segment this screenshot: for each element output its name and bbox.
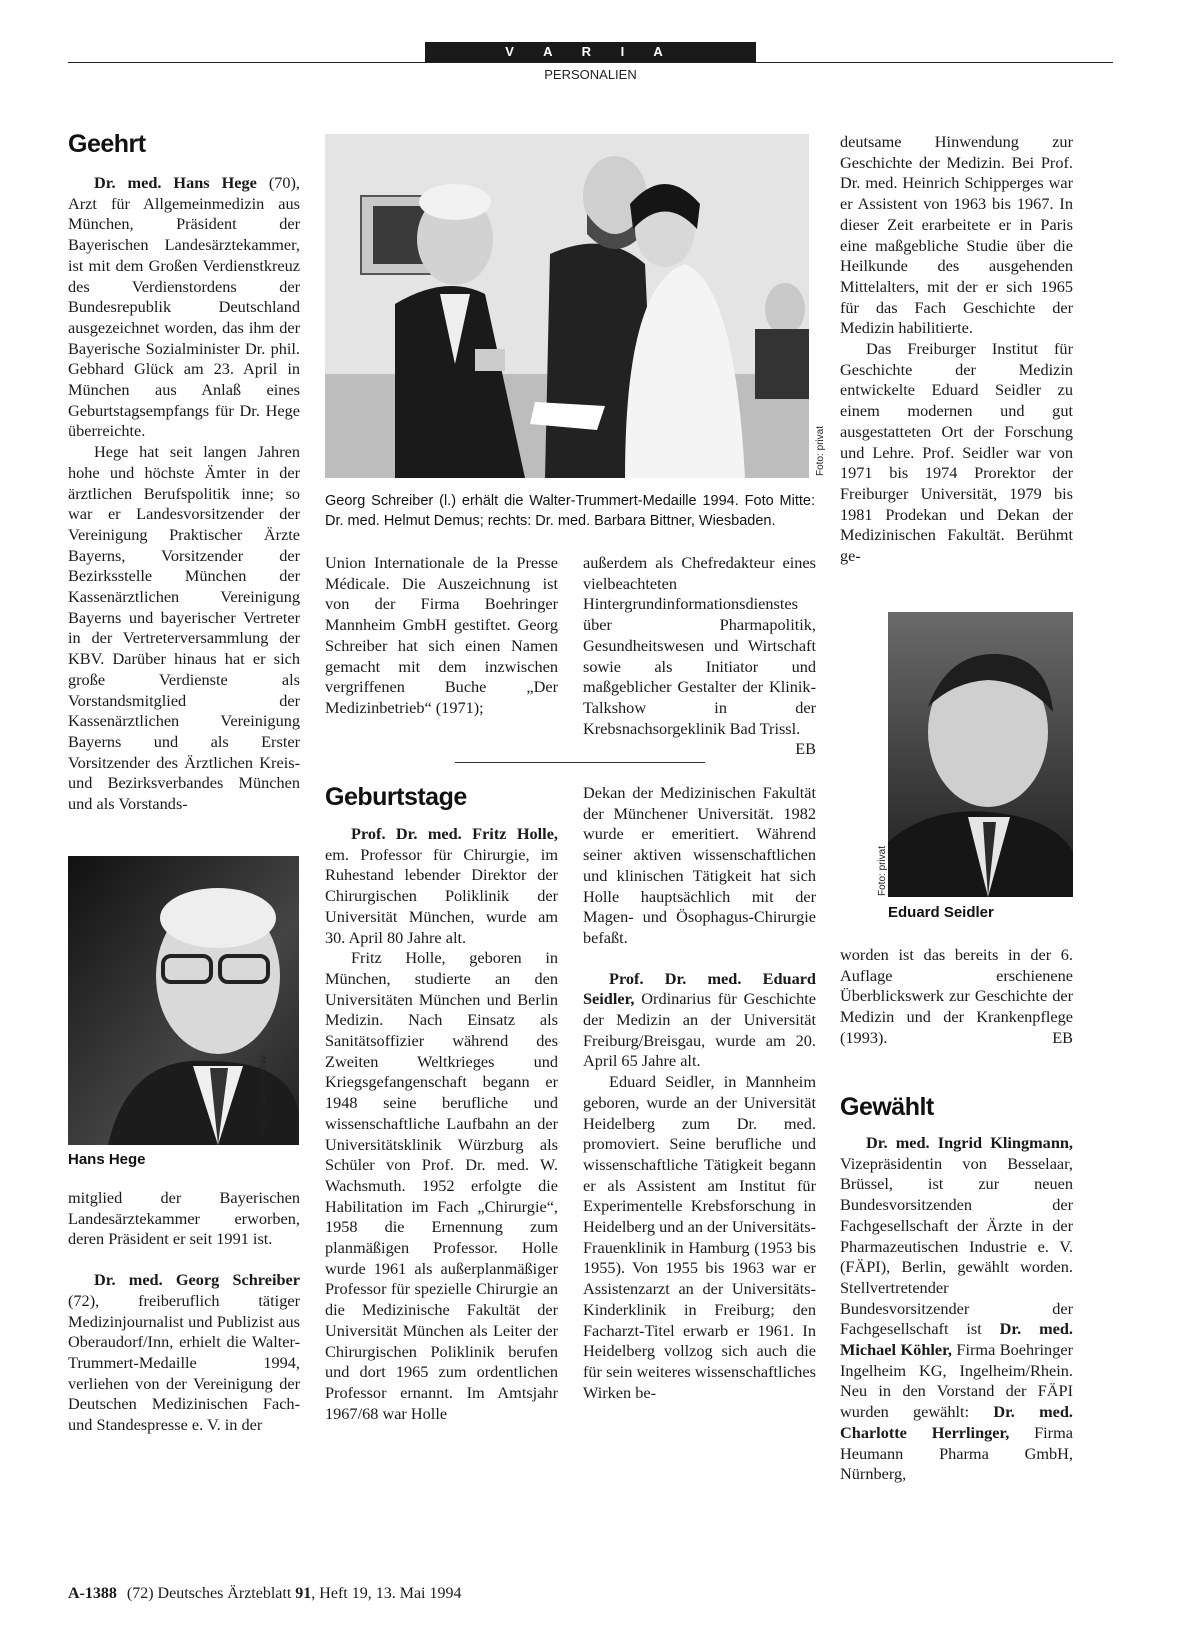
caption-ceremony: Georg Schreiber (l.) erhält die Walter-Trummert-Medaille 1994. Foto Mitte: Dr. med. Helmut Demus; rechts: Dr. med. Barbara Bittner, Wiesbaden. xyxy=(325,493,815,529)
photo-eduard-seidler xyxy=(888,612,1073,897)
section-title: PERSONALIEN xyxy=(544,67,637,82)
text-herrlinger: Firma Heumann Pharma GmbH, Nürnberg, xyxy=(840,1422,1073,1484)
text-seidler-end: worden ist das bereits in der 6. Auflage erschienene Überblickswerk zur Geschichte der Medizin und der Krankenpflege (1993). xyxy=(840,945,1073,1047)
text-holle-intro: em. Professor für Chirurgie, im Ruhestand lebender Direktor der Chirurgischen Poliklinik der Universität München, wurde am 30. April 80 Jahre alt. xyxy=(325,844,558,947)
text-hege-career: Hege hat seit langen Jahren hohe und höchste Ämter in der ärztlichen Berufspolitik inne; so war er Landesvorsitzender der Vereinigung Praktischer Ärzte Bayerns, Vorsitzender der Bezirksstelle München der Kassenärztlichen Vereinigung Bayerns und bayerischer Vertreter in der Vertreterversammlung der KBV. Darüber hinaus hat er sich große Verdienste als Vorstandsmitglied der Kassenärztlichen Vereinigung Bayerns und als Erster Vorsitzender des Ärztlichen Kreis- und Bezirksverbandes München und als Vorstands- xyxy=(68,442,300,814)
page-footer xyxy=(68,1585,461,1603)
header-rule xyxy=(68,62,1113,63)
issue-text-a: (72) Deutsches Ärzteblatt xyxy=(126,1585,296,1602)
text-hege-end: mitglied der Bayerischen Landesärztekammer erworben, deren Präsident er seit 1991 ist. xyxy=(68,1188,300,1249)
col4-upper-text xyxy=(840,132,1073,567)
heading-geburtstage: Geburtstage xyxy=(325,783,467,811)
issue-text-b: , Heft 19, 13. Mai 1994 xyxy=(311,1585,462,1602)
text-seidler-freiburg: Das Freiburger Institut für Geschichte der Medizin entwickelte Eduard Seidler zu einem modernen und gut ausgestatteten Ort der Forschung und Lehre. Prof. Seidler war von 1971 bis 1974 Prorektor der Freiburger Universität, 1979 bis 1981 Prodekan und Dekan der Medizinischen Fakultät. Berühmt ge- xyxy=(840,339,1073,566)
page-number: A-1388 xyxy=(68,1585,117,1602)
heading-gewaehlt: Gewählt xyxy=(840,1093,934,1121)
text-schreiber-intro: (72), freiberuflich tätiger Medizinjournalist und Publizist aus Oberaudorf/Inn, erhielt die Walter-Trummert-Medaille 1994, verliehen von der Vereinigung der Deutschen Medizinischen Fach- und Standespresse e. V. in der xyxy=(68,1290,300,1435)
sign-eb-1: EB xyxy=(795,739,816,759)
text-koehler: Firma Boehringer Ingelheim KG, Ingelheim/Rhein. Neu in den Vorstand der FÄPI wurden gewählt: xyxy=(840,1340,1073,1422)
ceremony-image xyxy=(325,134,809,478)
heading-geehrt: Geehrt xyxy=(68,130,146,158)
col3-lower-text xyxy=(583,783,816,1403)
name-michael-koehler: Dr. med. Michael Köhler, xyxy=(840,1319,1073,1360)
photo-credit-hege: Foto: privat/Archiv xyxy=(258,1055,269,1136)
portrait-eduard-seidler xyxy=(888,612,1073,897)
name-hans-hege: Dr. med. Hans Hege xyxy=(94,173,257,192)
text-seidler-intro: Ordinarius für Geschichte der Medizin an der Universität Freiburg/Breisgau, wurde am 20. April 65 Jahre alt. xyxy=(583,989,816,1071)
name-eduard-seidler: Prof. Dr. med. Eduard Seidler, xyxy=(583,968,816,1009)
col1-lower-text xyxy=(68,1188,300,1436)
text-hege-intro: (70), Arzt für Allgemeinmedizin aus München, Präsident der Bayerischen Landesärztekammer, ist mit dem Großen Verdienstkreuz des Verdienstordens der Bundesrepublik Deutschland ausgezeichnet worden, das ihm der Bayerische Sozialminister Dr. phil. Gebhard Glück am 23. April in München aus Anlaß eines Geburtstagsempfangs für Dr. Hege überreichte. xyxy=(68,173,301,441)
volume-number: 91 xyxy=(295,1585,312,1602)
section-kicker: V A R I A xyxy=(425,42,756,62)
photo-credit-seidler: Foto: privat xyxy=(877,845,888,896)
text-klingmann: Vizepräsidentin von Besselaar, Brüssel, ist zur neuen Bundesvorsitzenden der Fachgesellschaft der Ärzte in der Pharmazeutischen Industrie e. V. (FÄPI), Berlin, gewählt worden. Stellvertretender Bundesvorsitzender der Fachgesellschaft ist xyxy=(840,1153,1073,1339)
col2-upper-text xyxy=(325,553,558,719)
col2-lower-text xyxy=(325,824,558,1424)
text-holle-career: Fritz Holle, geboren in München, studierte an den Universitäten München und Berlin Medizin. Nach Einsatz als Sanitätsoffizier während des Zweiten Weltkrieges und Kriegsgefangenschaft begann er 1948 seine berufliche und wissenschaftliche Laufbahn an der Universitätsklinik Würzburg als Schüler von Prof. Dr. med. W. Wachsmuth. 1952 erfolgte die Habilitation im Fach „Chirurgie“, 1958 die Ernennung zum planmäßigen Professor. Holle wurde 1961 als außerplanmäßiger Professor für spezielle Chirurgie an die Medizinische Fakultät der Universität München als Leiter der Chirurgischen Poliklinik berufen und dort 1965 zum ordentlichen Professor ernannt. Im Amtsjahr 1967/68 war Holle xyxy=(325,948,558,1423)
sign-eb-2: EB xyxy=(1052,1027,1073,1047)
photo-award-ceremony xyxy=(325,134,809,478)
text-seidler-career: Eduard Seidler, in Mannheim geboren, wurde an der Universität Heidelberg zum Dr. med. promoviert. Seine berufliche und wissenschaftliche Tätigkeit begann er als Assistent am Institut für Experimentelle Krebsforschung in Heidelberg und an der Universitäts-Frauenklinik in Hamburg (1953 bis 1955). Von 1955 bis 1963 war er Assistenzarzt an der Universitäts-Kinderklinik in Freiburg; den Facharzt-Titel erwarb er 1961. In Heidelberg vollzog sich auch die für sein weiteres wissenschaftliches Wirken be- xyxy=(583,1072,816,1402)
text-seidler-continued: deutsame Hinwendung zur Geschichte der Medizin. Bei Prof. Dr. med. Heinrich Schipperges war er Assistent von 1963 bis 1967. In dieser Zeit erarbeitete er in Paris eine maßgebliche Studie über die Heilkunde des ausgehenden Mittelalters, mit der er sich 1965 für das Fach Geschichte der Medizin habilitierte. xyxy=(840,132,1073,338)
caption-hans-hege: Hans Hege xyxy=(68,1151,146,1168)
divider-rule xyxy=(455,762,705,763)
name-charlotte-herrlinger: Dr. med. Charlotte Herrlinger, xyxy=(840,1402,1073,1442)
text-schreiber-continued: Union Internationale de la Presse Médicale. Die Auszeichnung ist von der Firma Boehringer Mannheim GmbH gestiftet. Georg Schreiber hat sich einen Namen gemacht mit dem inzwischen vergriffenen Buche „Der Medizinbetrieb“ (1971); xyxy=(325,553,558,717)
col3-upper-text xyxy=(583,553,816,760)
col4-middle-text xyxy=(840,945,1073,1049)
caption-eduard-seidler: Eduard Seidler xyxy=(888,904,994,921)
text-schreiber-end: außerdem als Chefredakteur eines vielbeachteten Hintergrundinformationsdienstes über Pharmapolitik, Gesundheitswesen und Wirtschaft sowie als Initiator und maßgeblicher Gestalter der Klinik-Talkshow in der Krebsnachsorgeklinik Bad Trissl. xyxy=(583,553,816,738)
name-ingrid-klingmann: Dr. med. Ingrid Klingmann, xyxy=(866,1133,1073,1152)
photo-credit-ceremony: Foto: privat xyxy=(815,425,826,476)
col1-upper-text xyxy=(68,173,300,815)
text-holle-end: Dekan der Medizinischen Fakultät der Münchener Universität. 1982 wurde er emeritiert. Während seiner aktiven wissenschaftlichen und klinischen Tätigkeit hat sich Holle hauptsächlich mit der Magen- und Ösophagus-Chirurgie befaßt. xyxy=(583,783,816,947)
name-fritz-holle: Prof. Dr. med. Fritz Holle, xyxy=(351,824,558,843)
col4-lower-text xyxy=(840,1133,1073,1485)
name-georg-schreiber: Dr. med. Georg Schreiber xyxy=(94,1270,300,1290)
